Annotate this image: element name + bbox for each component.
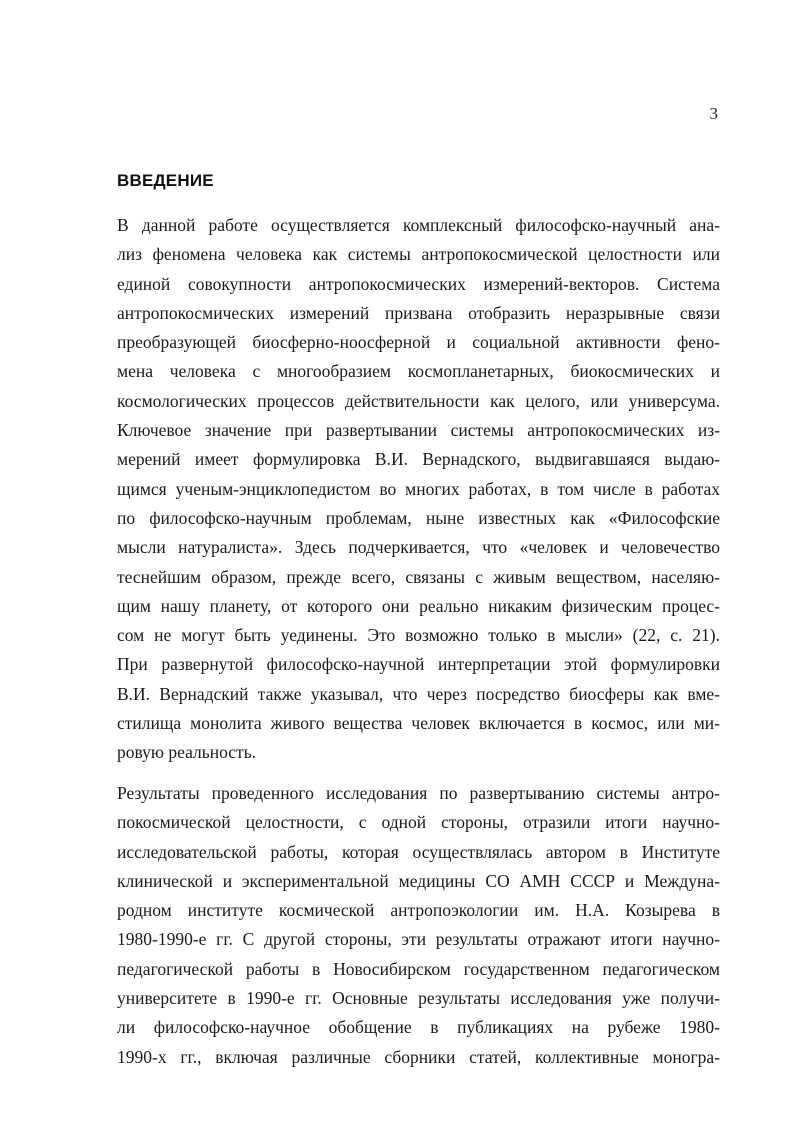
page-number: 3 (709, 104, 718, 123)
text-line: стилища монолита живого вещества человек включается в космос, или ми- (117, 713, 720, 734)
text-line: щим нашу планету, от которого они реально никаким физическим процес- (117, 595, 720, 616)
paragraph-introduction (117, 211, 720, 768)
text-line: При развернутой философско-научной интерпретации этой формулировки (117, 654, 720, 675)
text-line: В.И. Вернадский также указывал, что через посредство биосферы как вме- (117, 683, 720, 704)
text-line: ли философско-научное обобщение в публикациях на рубеже 1980- (117, 1017, 720, 1038)
text-line: щимся ученым-энциклопедистом во многих работах, в том числе в работах (117, 478, 720, 499)
text-line: университете в 1990-е гг. Основные результаты исследования уже получи- (117, 988, 720, 1009)
text-line: покосмической целостности, с одной стороны, отразили итоги научно- (117, 812, 720, 833)
text-line: преобразующей биосферно-ноосферной и социальной активности фено- (117, 332, 720, 353)
text-line: родном институте космической антропоэкологии им. Н.А. Козырева в (117, 900, 720, 921)
text-line: сом не могут быть уединены. Это возможно только в мысли» (22, с. 21). (117, 625, 720, 646)
text-line: лиз феномена человека как системы антропокосмической целостности или (117, 244, 720, 265)
text-line: единой совокупности антропокосмических измерений-векторов. Система (117, 273, 720, 294)
text-line: по философско-научным проблемам, ныне известных как «Философские (117, 507, 720, 528)
text-line: мена человека с многообразием космопланетарных, биокосмических и (117, 361, 720, 382)
text-line: клинической и экспериментальной медицины СО АМН СССР и Междуна- (117, 870, 720, 891)
text-line: антропокосмических измерений призвана отобразить неразрывные связи (117, 302, 720, 323)
text-line: педагогической работы в Новосибирском государственном педагогическом (117, 958, 720, 979)
text-line: 1980-1990-е гг. С другой стороны, эти результаты отражают итоги научно- (117, 929, 720, 950)
paragraph-research-results (117, 779, 720, 1072)
text-line: Ключевое значение при развертывании системы антропокосмических из- (117, 420, 720, 441)
text-line: исследовательской работы, которая осуществлялась автором в Институте (117, 841, 720, 862)
text-line: Результаты проведенного исследования по развертыванию системы антро- (117, 783, 720, 803)
text-line: В данной работе осуществляется комплексный философско-научный ана- (117, 215, 720, 235)
text-line: космологических процессов действительности как целого, или универсума. (117, 390, 720, 411)
text-line: теснейшим образом, прежде всего, связаны с живым веществом, населяю- (117, 566, 720, 587)
text-line: ровую реальность. (117, 742, 257, 763)
section-heading: ВВЕДЕНИЕ (117, 171, 214, 190)
text-line: мерений имеет формулировка В.И. Вернадского, выдвигавшаяся выдаю- (117, 449, 720, 470)
text-line: 1990-х гг., включая различные сборники статей, коллективные моногра- (117, 1046, 720, 1067)
text-line: мысли натуралиста». Здесь подчеркивается, что «человек и человечество (117, 537, 720, 558)
